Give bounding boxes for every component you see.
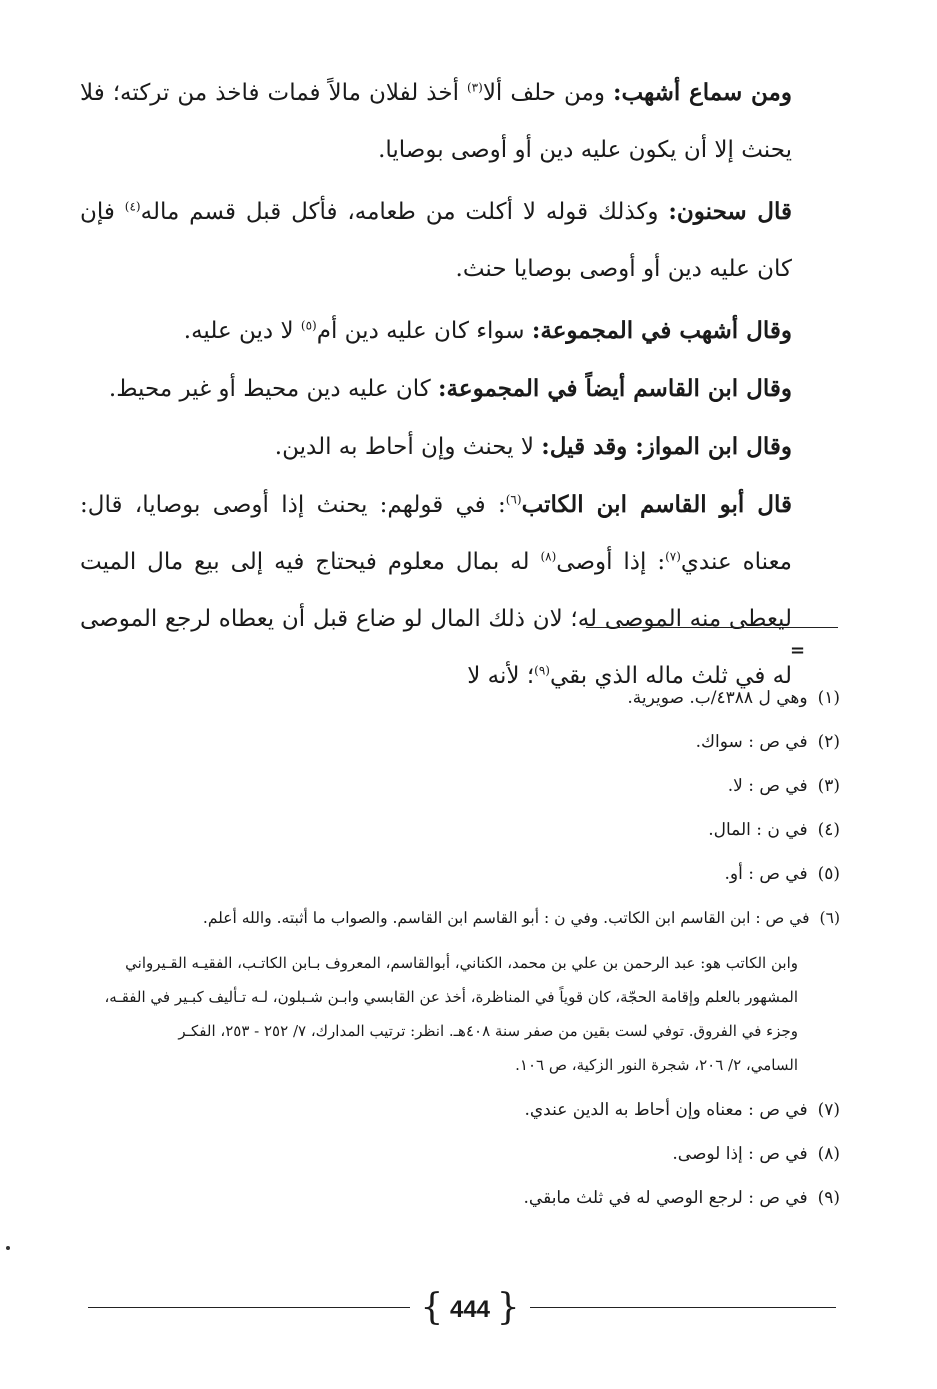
paragraph-lead: قال أبو القاسم ابن الكاتب [521,491,792,518]
footnote-2: (٢)في ص : سواك. [80,720,840,764]
paragraph-4: وقال ابن القاسم أيضاً في المجموعة: كان عليه دين محيط أو غير محيط. [108,375,792,402]
footnote-number: (٨) [817,1144,840,1164]
footnote-number: (٦) [819,909,840,927]
footnote-4: (٤)في ن : المال. [80,808,840,852]
continuation-mark: = [790,640,806,661]
footnote-ref: (٤) [124,199,141,214]
footnote-6-detail: المشهور بالعلم وإقامة الحجّة، كان قوياً في المناظرة، أخذ عن القابسي وابـن شـبلون، لـه تـأليف كبـير في الفقـه، [104,988,798,1006]
brace-open: { [420,1287,444,1328]
footnote-number: (٤) [817,820,840,840]
footnote-6-detail: وابن الكاتب هو: عبد الرحمن بن علي بن محمد، الكناني، أبوالقاسم، المعروف بـابن الكاتـب، الفقيـه القـيرواني [125,954,798,972]
footnote-number: (١) [817,688,840,708]
footnote-ref: (٧) [665,549,681,564]
footnote-number: (٧) [817,1100,840,1120]
page-number: 444 [449,1296,491,1323]
footer-rule-left [88,1307,410,1308]
footnote-separator [586,627,838,628]
footnote-ref: (٥) [300,318,317,333]
footnote-7: (٧)في ص : معناه وإن أحاط به الدين عندي. [80,1088,840,1132]
paragraph-lead: وقال أشهب في المجموعة: [531,317,792,344]
brace-close: } [496,1287,520,1328]
paragraph-5: وقال ابن المواز: وقد قيل: لا يحنث وإن أحاط به الدين. [274,433,792,460]
footnote-ref: (٩) [534,663,550,678]
paragraph-6: قال أبو القاسم ابن الكاتب$^{(٦)}$: في قولهم: يحنث إذا أوصى بوصايا، قال: معناه عندي$^{(٧)}$: إذا أوصى$^{(٨)}$ له بمال معلوم فيحتاج فيه إلى بيع مال الميت ليعطى منه الموصى له؛ لان ذلك المال لو ضاع قبل أن يعطاه لرجع الموصى له في ثلث ماله الذي بقي$^{(٩)}$؛ لأنه لا [80,491,792,689]
footnote-9: (٩)في ص : لرجع الوصي له في ثلث مابقي. [80,1176,840,1220]
footnote-ref: (٨) [540,549,557,564]
footnote-6-detail: وجزء في الفروق. توفي لست بقين من صفر سنة ٤٠٨هـ. انظر: ترتيب المدارك، ٧/ ٢٥٢ - ٢٥٣، الفكـر [178,1022,798,1040]
paragraph-lead: وقال ابن القاسم أيضاً في المجموعة: [438,375,792,402]
paragraph-lead: ومن سماع أشهب: [612,79,792,106]
footer-rule-right [530,1307,836,1308]
footnote-5: (٥)في ص : أو. [80,852,840,896]
footnote-number: (٥) [817,864,840,884]
paragraph-3: وقال أشهب في المجموعة: سواء كان عليه دين أم$^{(٥)}$ لا دين عليه. [183,317,792,344]
paragraph-lead: قال سحنون: [668,198,792,225]
paragraph-2: قال سحنون: وكذلك قوله لا أكلت من طعامه، فأكل قبل قسم ماله$^{(٤)}$ فإن كان عليه دين أو أوصى بوصايا حنث. [80,198,792,282]
main-text [80,64,840,705]
footnote-8: (٨)في ص : إذا لوصى. [80,1132,840,1176]
footnote-number: (٣) [817,776,840,796]
paragraph-1: ومن سماع أشهب: ومن حلف ألا$^{(٣)}$ أخذ لفلان مالاً فمات فاخذ من تركته؛ فلا يحنث إلا أن يكون عليه دين أو أوصى بوصايا. [80,79,792,163]
footnote-ref: (٦) [505,492,522,507]
scan-speck [6,1246,10,1250]
footnote-ref: (٣) [466,80,483,95]
footnote-1: (١)وهي ل ٤٣٨٨/ب. صويرية. [80,676,840,720]
footnote-number: (٩) [817,1188,840,1208]
page-number-box [410,1282,530,1334]
footnote-3: (٣)في ص : لا. [80,764,840,808]
paragraph-lead: وقال ابن المواز: وقد قيل: [541,433,792,460]
footnote-number: (٢) [817,732,840,752]
footnote-6: (٦)في ص : ابن القاسم ابن الكاتب. وفي ن : أبو القاسم ابن القاسم. والصواب ما أثبته. والله أعلم. [80,896,840,940]
footnote-6-detail: السامي، ٢/ ٢٠٦، شجرة النور الزكية، ص ١٠٦. [515,1056,798,1074]
footnotes [80,676,840,1220]
